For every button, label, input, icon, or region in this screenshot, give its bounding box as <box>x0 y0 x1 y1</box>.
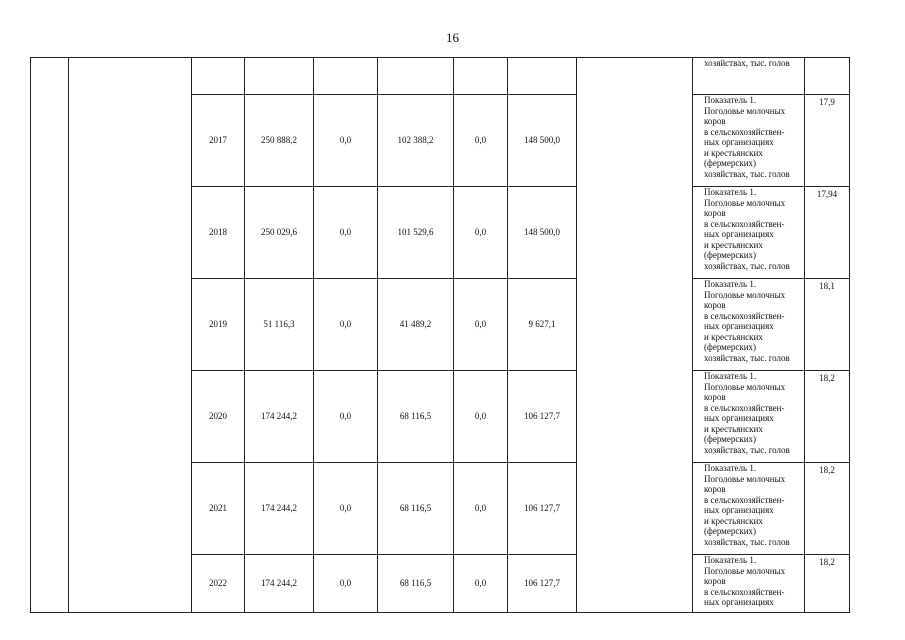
indicator-line: коров <box>704 116 726 126</box>
local-cell: 0,0 <box>454 95 508 187</box>
local-cell: 0,0 <box>454 187 508 279</box>
total-cell: 174 244,2 <box>245 371 314 463</box>
indicator-line: и крестьянских <box>704 239 763 250</box>
indicator-line: в сельскохозяйствен- <box>704 218 785 229</box>
local-cell <box>454 58 508 95</box>
indicator-line: и крестьянских <box>704 515 763 526</box>
total-cell: 250 888,2 <box>245 95 314 187</box>
indicator-line: и крестьянских <box>704 147 763 158</box>
local-cell: 0,0 <box>454 279 508 371</box>
indicator-line: ных организациях <box>704 597 774 607</box>
indicator-line: Показатель 1. <box>704 463 757 473</box>
indicator-cell <box>693 371 805 463</box>
total-cell: 250 029,6 <box>245 187 314 279</box>
indicator-line: (фермерских) <box>704 158 757 168</box>
indicator-value-cell: 18,2 <box>805 555 850 613</box>
federal-cell: 0,0 <box>314 555 378 613</box>
indicator-line: Поголовье молочных <box>704 381 786 392</box>
program-funding-table <box>30 57 850 613</box>
indicator-line: Показатель 1. <box>704 555 757 565</box>
indicator-value-cell: 17,94 <box>805 187 850 279</box>
indicator-line: хозяйствах, тыс. голов <box>704 352 790 363</box>
indicator-line: Показатель 1. <box>704 279 757 289</box>
year-cell: 2017 <box>192 95 245 187</box>
indicator-line: Показатель 1. <box>704 95 757 105</box>
indicator-cell <box>693 555 805 613</box>
indicator-line: в сельскохозяйствен- <box>704 494 785 505</box>
indicator-line: ных организациях <box>704 413 774 423</box>
indicator-line: ных организациях <box>704 137 774 147</box>
indicator-value-cell: 17,9 <box>805 95 850 187</box>
indicator-value-cell: 18,2 <box>805 463 850 555</box>
indicator-cell <box>693 95 805 187</box>
regional-cell <box>378 58 454 95</box>
year-cell: 2022 <box>192 555 245 613</box>
other-cell: 148 500,0 <box>508 187 577 279</box>
name-cell <box>69 58 192 613</box>
federal-cell: 0,0 <box>314 463 378 555</box>
year-cell: 2019 <box>192 279 245 371</box>
indicator-line: в сельскохозяйствен- <box>704 126 785 137</box>
indicator-line: Поголовье молочных <box>704 197 786 208</box>
regional-cell: 68 116,5 <box>378 371 454 463</box>
year-cell: 2020 <box>192 371 245 463</box>
indicator-line: (фермерских) <box>704 434 757 444</box>
federal-cell: 0,0 <box>314 95 378 187</box>
federal-cell: 0,0 <box>314 371 378 463</box>
total-cell: 51 116,3 <box>245 279 314 371</box>
local-cell: 0,0 <box>454 463 508 555</box>
regional-cell: 68 116,5 <box>378 463 454 555</box>
indicator-cell <box>693 187 805 279</box>
indicator-cell <box>693 463 805 555</box>
indicator-line: хозяйствах, тыс. голов <box>704 444 790 455</box>
year-cell: 2018 <box>192 187 245 279</box>
indicator-line: коров <box>704 208 726 218</box>
other-cell <box>508 58 577 95</box>
year-cell <box>192 58 245 95</box>
indicator-line: хозяйствах, тыс. голов <box>704 58 790 68</box>
indicator-line: Поголовье молочных <box>704 565 786 576</box>
indicator-line: и крестьянских <box>704 423 763 434</box>
local-cell: 0,0 <box>454 371 508 463</box>
other-cell: 9 627,1 <box>508 279 577 371</box>
federal-cell <box>314 58 378 95</box>
other-cell: 106 127,7 <box>508 371 577 463</box>
indicator-line: и крестьянских <box>704 331 763 342</box>
indicator-cell <box>693 58 805 95</box>
executor-cell <box>577 58 693 613</box>
indicator-line: коров <box>704 300 726 310</box>
total-cell: 174 244,2 <box>245 555 314 613</box>
indicator-line: (фермерских) <box>704 342 757 352</box>
indicator-line: Поголовье молочных <box>704 105 786 116</box>
indicator-cell <box>693 279 805 371</box>
indicator-line: ных организациях <box>704 229 774 239</box>
federal-cell: 0,0 <box>314 279 378 371</box>
indicator-line: Поголовье молочных <box>704 473 786 484</box>
indicator-line: в сельскохозяйствен- <box>704 310 785 321</box>
indicator-line: ных организациях <box>704 321 774 331</box>
total-cell: 174 244,2 <box>245 463 314 555</box>
indicator-line: хозяйствах, тыс. голов <box>704 536 790 547</box>
indicator-line: в сельскохозяйствен- <box>704 586 785 597</box>
other-cell: 106 127,7 <box>508 463 577 555</box>
total-cell <box>245 58 314 95</box>
indicator-line: Поголовье молочных <box>704 289 786 300</box>
table-row <box>31 58 850 95</box>
number-cell <box>31 58 69 613</box>
indicator-line: в сельскохозяйствен- <box>704 402 785 413</box>
indicator-line: коров <box>704 484 726 494</box>
regional-cell: 101 529,6 <box>378 187 454 279</box>
regional-cell: 102 388,2 <box>378 95 454 187</box>
other-cell: 148 500,0 <box>508 95 577 187</box>
indicator-value-cell <box>805 58 850 95</box>
indicator-value-cell: 18,2 <box>805 371 850 463</box>
indicator-line: Показатель 1. <box>704 187 757 197</box>
regional-cell: 68 116,5 <box>378 555 454 613</box>
indicator-line: Показатель 1. <box>704 371 757 381</box>
indicator-line: хозяйствах, тыс. голов <box>704 260 790 271</box>
local-cell: 0,0 <box>454 555 508 613</box>
indicator-line: ных организациях <box>704 505 774 515</box>
year-cell: 2021 <box>192 463 245 555</box>
page-number: 16 <box>446 30 459 45</box>
regional-cell: 41 489,2 <box>378 279 454 371</box>
federal-cell: 0,0 <box>314 187 378 279</box>
indicator-line: (фермерских) <box>704 250 757 260</box>
indicator-value-cell: 18,1 <box>805 279 850 371</box>
indicator-line: хозяйствах, тыс. голов <box>704 168 790 179</box>
indicator-line: коров <box>704 576 726 586</box>
indicator-line: (фермерских) <box>704 526 757 536</box>
indicator-line: коров <box>704 392 726 402</box>
other-cell: 106 127,7 <box>508 555 577 613</box>
